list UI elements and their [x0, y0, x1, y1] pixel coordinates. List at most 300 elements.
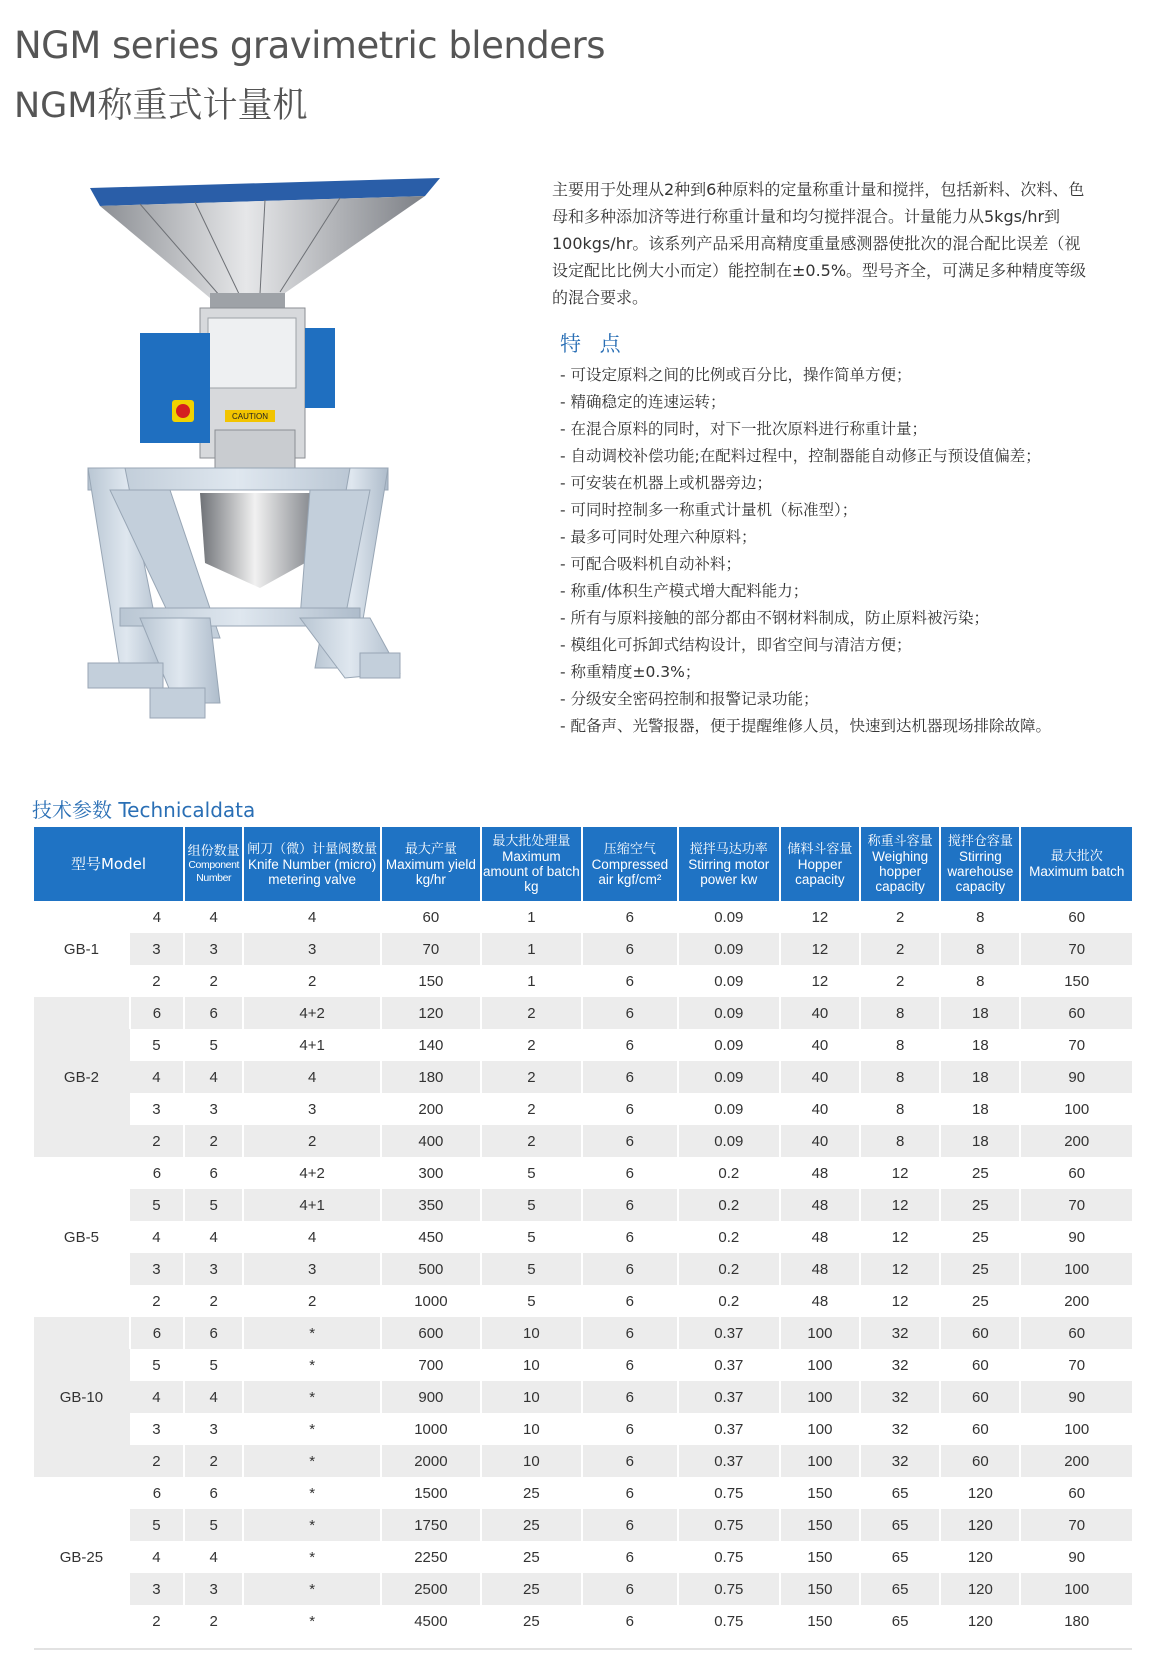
table-cell: 3: [243, 933, 381, 965]
table-cell: 1500: [381, 1477, 481, 1509]
table-row: [34, 1029, 1132, 1061]
table-row: [34, 1381, 1132, 1413]
table-cell: 2: [860, 901, 940, 933]
header-compressed-air: [582, 827, 678, 901]
table-cell: 6: [582, 1317, 678, 1349]
table-cell: 0.75: [678, 1509, 780, 1541]
table-cell: 48: [780, 1189, 860, 1221]
table-cell: 6: [582, 1605, 678, 1637]
table-cell: 100: [780, 1381, 860, 1413]
table-cell: 0.2: [678, 1157, 780, 1189]
table-cell: 3: [184, 1253, 243, 1285]
table-cell: 1000: [381, 1285, 481, 1317]
table-cell: 4500: [381, 1605, 481, 1637]
header-en: Maximum batch: [1029, 864, 1125, 879]
header-en: Compressed air kgf/cm²: [591, 856, 669, 887]
header-en: Component Number: [188, 858, 240, 884]
table-cell: 90: [1020, 1061, 1132, 1093]
table-cell: 1: [481, 901, 582, 933]
table-cell: 25: [481, 1573, 582, 1605]
header-cn: 搅拌马达功率: [689, 841, 768, 857]
table-cell: 48: [780, 1157, 860, 1189]
table-cell: 3: [184, 1413, 243, 1445]
table-cell: 6: [582, 1509, 678, 1541]
table-cell: *: [243, 1413, 381, 1445]
table-cell: 6: [582, 1445, 678, 1477]
table-cell: 100: [1020, 1253, 1132, 1285]
table-cell: 6: [184, 997, 243, 1029]
table-cell: 12: [860, 1253, 940, 1285]
table-cell: 120: [940, 1477, 1020, 1509]
table-cell: 5: [481, 1253, 582, 1285]
table-cell: 0.2: [678, 1189, 780, 1221]
table-cell: 180: [1020, 1605, 1132, 1637]
table-cell: 5: [130, 1189, 184, 1221]
table-cell: 150: [780, 1477, 860, 1509]
table-cell: 3: [243, 1093, 381, 1125]
table-row: [34, 1221, 1132, 1253]
table-row: [34, 1477, 1132, 1509]
table-cell: 6: [130, 1317, 184, 1349]
header-en: Stirring warehouse capacity: [947, 849, 1014, 894]
table-cell: 70: [1020, 1509, 1132, 1541]
model-group: [34, 1157, 1132, 1317]
table-cell: 6: [582, 1029, 678, 1061]
table-cell: 2: [184, 1125, 243, 1157]
table-cell: 32: [860, 1317, 940, 1349]
table-cell: 4: [184, 1541, 243, 1573]
table-row: [34, 965, 1132, 997]
table-cell: 60: [1020, 901, 1132, 933]
table-cell: 6: [582, 1541, 678, 1573]
header-en: Hopper capacity: [795, 856, 845, 887]
header-knife-number: [243, 827, 381, 901]
table-cell: 100: [1020, 1093, 1132, 1125]
table-cell: 3: [152, 1100, 161, 1118]
table-cell: 3: [130, 1573, 184, 1605]
table-cell: 10: [481, 1381, 582, 1413]
features-list: [560, 362, 1051, 740]
table-cell: 1: [481, 965, 582, 997]
spec-table: [34, 827, 1132, 1637]
table-row: [34, 1125, 1132, 1157]
table-cell: 5: [130, 1509, 184, 1541]
table-cell: 70: [381, 933, 481, 965]
table-row: [34, 1509, 1132, 1541]
table-cell: 6: [582, 1221, 678, 1253]
table-cell: 8: [860, 997, 940, 1029]
table-cell: 200: [1020, 1285, 1132, 1317]
table-cell: 5: [184, 1189, 243, 1221]
table-cell: 2: [130, 1445, 184, 1477]
table-cell: 90: [1020, 1221, 1132, 1253]
table-row: [34, 1573, 1132, 1605]
table-cell: 4+1: [243, 1189, 381, 1221]
table-cell: 8: [940, 965, 1020, 997]
table-cell: 18: [940, 1125, 1020, 1157]
table-cell: 200: [381, 1093, 481, 1125]
table-cell: 65: [860, 1509, 940, 1541]
bottom-divider: [34, 1648, 1132, 1650]
table-cell: 12: [860, 1221, 940, 1253]
table-cell: 2: [184, 965, 243, 997]
table-cell: 150: [780, 1509, 860, 1541]
table-cell: 5: [481, 1189, 582, 1221]
table-cell: 8: [860, 1125, 940, 1157]
table-row: [34, 1413, 1132, 1445]
header-max-yield: [381, 827, 481, 901]
table-cell: 0.37: [678, 1413, 780, 1445]
table-cell: 70: [1020, 933, 1132, 965]
table-cell: 120: [940, 1573, 1020, 1605]
model-cell: GB-10: [34, 1317, 130, 1477]
table-cell: 2500: [381, 1573, 481, 1605]
table-cell: 0.09: [678, 997, 780, 1029]
table-cell: 3: [184, 1573, 243, 1605]
table-row: [34, 1605, 1132, 1637]
table-cell: 3: [243, 1253, 381, 1285]
table-cell: 0.75: [678, 1541, 780, 1573]
table-row: [34, 997, 1132, 1029]
table-row: [34, 1445, 1132, 1477]
table-cell: 90: [1020, 1381, 1132, 1413]
table-cell: 2: [243, 965, 381, 997]
table-cell: 150: [1020, 965, 1132, 997]
table-cell: 2: [481, 1061, 582, 1093]
table-cell: *: [243, 1541, 381, 1573]
table-cell: 2: [243, 1125, 381, 1157]
table-cell: 3: [184, 933, 243, 965]
table-cell: 12: [860, 1157, 940, 1189]
table-cell: 0.09: [678, 1061, 780, 1093]
table-cell: 120: [940, 1541, 1020, 1573]
caution-label: CAUTION: [232, 412, 268, 421]
table-cell: 12: [860, 1189, 940, 1221]
header-en: Knife Number (micro) metering valve: [247, 856, 377, 887]
feature-item: - 精确稳定的连速运转；: [560, 393, 726, 411]
table-cell: 6: [184, 1157, 243, 1189]
table-cell: *: [243, 1477, 381, 1509]
table-cell: 0.09: [678, 1093, 780, 1125]
table-cell: 100: [780, 1413, 860, 1445]
table-cell: 2: [152, 972, 161, 990]
model-group: [34, 997, 1132, 1157]
table-cell: 2: [184, 1285, 243, 1317]
table-cell: *: [243, 1349, 381, 1381]
table-cell: 5: [481, 1221, 582, 1253]
table-cell: 4: [184, 1061, 243, 1093]
table-cell: 0.09: [678, 933, 780, 965]
table-cell: 18: [940, 1061, 1020, 1093]
table-cell: 4: [243, 901, 381, 933]
table-cell: 65: [860, 1605, 940, 1637]
table-cell: 4: [152, 1228, 161, 1246]
table-cell: 4: [184, 1221, 243, 1253]
table-cell: 150: [780, 1573, 860, 1605]
table-cell: 4: [152, 1548, 161, 1566]
table-cell: 10: [481, 1349, 582, 1381]
table-cell: 60: [1020, 1317, 1132, 1349]
header-cn: 最大产量: [404, 841, 457, 857]
table-cell: 5: [152, 1036, 161, 1054]
table-cell: 300: [381, 1157, 481, 1189]
table-cell: 100: [780, 1317, 860, 1349]
model-group: [34, 1317, 1132, 1477]
table-cell: 6: [184, 1477, 243, 1509]
table-cell: 4: [130, 901, 184, 933]
table-cell: 2: [481, 1093, 582, 1125]
model-cell: GB-1: [34, 901, 130, 997]
feature-item: - 分级安全密码控制和报警记录功能；: [560, 690, 819, 708]
table-cell: 65: [860, 1573, 940, 1605]
table-cell: 350: [381, 1189, 481, 1221]
table-cell: 150: [780, 1541, 860, 1573]
feature-item: - 可安装在机器上或机器旁边；: [560, 474, 773, 492]
table-cell: 25: [940, 1285, 1020, 1317]
table-cell: 32: [860, 1381, 940, 1413]
table-cell: 60: [1020, 1157, 1132, 1189]
table-cell: 40: [780, 1061, 860, 1093]
table-cell: 500: [381, 1253, 481, 1285]
header-cn: 最大批次: [1050, 849, 1103, 864]
table-cell: 180: [381, 1061, 481, 1093]
table-cell: 40: [780, 1029, 860, 1061]
header-en: Weighing hopper capacity: [872, 849, 929, 894]
table-cell: 4+2: [243, 997, 381, 1029]
table-cell: *: [243, 1509, 381, 1541]
table-cell: 1000: [381, 1413, 481, 1445]
table-cell: 6: [582, 1061, 678, 1093]
table-row: [34, 1093, 1132, 1125]
table-cell: 4+2: [243, 1157, 381, 1189]
table-cell: 0.2: [678, 1221, 780, 1253]
table-cell: 48: [780, 1285, 860, 1317]
table-cell: 2: [481, 1125, 582, 1157]
table-cell: 48: [780, 1221, 860, 1253]
table-cell: 0.2: [678, 1253, 780, 1285]
table-cell: 120: [940, 1605, 1020, 1637]
table-cell: 25: [940, 1253, 1020, 1285]
table-row: [34, 1253, 1132, 1285]
table-cell: 700: [381, 1349, 481, 1381]
table-cell: 2: [130, 1125, 184, 1157]
table-cell: 8: [860, 1061, 940, 1093]
table-row: [34, 933, 1132, 965]
table-cell: 48: [780, 1253, 860, 1285]
product-description: 主要用于处理从2种到6种原料的定量称重计量和搅拌，包括新料、次料、色母和多种添加济等进行称重计量和均匀搅拌混合。计量能力从5kgs/hr到100kgs/hr。该系列产品采用高精度重量感测器使批次的混合配比误差（视设定配比比例大小而定）能控制在±0.5%。型号齐全，可满足多种精度等级的混合要求。: [552, 180, 1087, 307]
table-cell: 8: [940, 901, 1020, 933]
table-cell: 0.37: [678, 1349, 780, 1381]
table-cell: 5: [481, 1157, 582, 1189]
table-cell: 4: [243, 1061, 381, 1093]
table-row: [34, 901, 1132, 933]
table-cell: 32: [860, 1349, 940, 1381]
header-stirring-warehouse: [940, 827, 1020, 901]
header-component-number: [184, 827, 243, 901]
table-cell: 0.2: [678, 1285, 780, 1317]
table-cell: 3: [152, 1420, 161, 1438]
header-weighing-hopper: [860, 827, 940, 901]
table-cell: 2250: [381, 1541, 481, 1573]
header-max-batch-amount: [481, 827, 582, 901]
table-cell: 2: [860, 965, 940, 997]
table-cell: 100: [1020, 1573, 1132, 1605]
table-cell: 10: [481, 1413, 582, 1445]
table-cell: 2: [243, 1285, 381, 1317]
table-cell: 4+1: [243, 1029, 381, 1061]
feature-item: - 自动调校补偿功能;在配料过程中，控制器能自动修正与预设值偏差；: [560, 447, 1041, 465]
feature-item: - 在混合原料的同时，对下一批次原料进行称重计量；: [560, 420, 928, 438]
table-cell: 25: [481, 1509, 582, 1541]
technical-data-heading: 技术参数 Technicaldata: [32, 798, 256, 822]
table-row: [34, 1061, 1132, 1093]
table-cell: 120: [381, 997, 481, 1029]
feature-item: - 可同时控制多一称重式计量机（标准型）；: [560, 501, 858, 519]
table-cell: 18: [940, 997, 1020, 1029]
header-cn: 储料斗容量: [787, 841, 853, 857]
table-row: [34, 1541, 1132, 1573]
table-cell: 6: [582, 1381, 678, 1413]
table-cell: 25: [481, 1477, 582, 1509]
table-cell: 0.09: [678, 1125, 780, 1157]
feature-item: - 模组化可拆卸式结构设计，即省空间与清洁方便；: [560, 636, 912, 654]
header-stirring-motor: [678, 827, 780, 901]
table-cell: 100: [1020, 1413, 1132, 1445]
table-cell: 6: [582, 965, 678, 997]
table-cell: 70: [1020, 1029, 1132, 1061]
table-cell: 40: [780, 1125, 860, 1157]
header-en: Maximum amount of batch kg: [482, 849, 580, 894]
table-cell: 10: [481, 1445, 582, 1477]
table-cell: 4: [243, 1221, 381, 1253]
table-cell: 2000: [381, 1445, 481, 1477]
table-cell: 2: [481, 997, 582, 1029]
feature-item: - 所有与原料接触的部分都由不钢材料制成，防止原料被污染；: [560, 609, 990, 627]
table-cell: 6: [582, 1573, 678, 1605]
table-cell: 400: [381, 1125, 481, 1157]
table-cell: 5: [184, 1029, 243, 1061]
table-cell: 25: [940, 1189, 1020, 1221]
table-cell: 60: [940, 1445, 1020, 1477]
table-cell: 12: [780, 933, 860, 965]
table-cell: 2: [860, 933, 940, 965]
table-cell: 4: [184, 1381, 243, 1413]
feature-item: - 可配合吸料机自动补料；: [560, 555, 742, 573]
table-cell: 6: [582, 1477, 678, 1509]
table-cell: 60: [940, 1349, 1020, 1381]
table-cell: 6: [582, 1285, 678, 1317]
table-cell: 8: [940, 933, 1020, 965]
table-cell: 60: [1020, 1477, 1132, 1509]
table-cell: 6: [130, 1157, 184, 1189]
table-cell: 0.09: [678, 901, 780, 933]
table-cell: 8: [860, 1093, 940, 1125]
table-cell: *: [243, 1381, 381, 1413]
table-cell: 6: [582, 1253, 678, 1285]
table-cell: 450: [381, 1221, 481, 1253]
table-cell: 0.37: [678, 1445, 780, 1477]
table-cell: 1: [481, 933, 582, 965]
table-cell: 40: [780, 997, 860, 1029]
table-cell: 0.37: [678, 1317, 780, 1349]
feature-item: - 可设定原料之间的比例或百分比，操作简单方便；: [560, 366, 912, 384]
table-cell: 120: [940, 1509, 1020, 1541]
table-row: [34, 1285, 1132, 1317]
table-cell: 200: [1020, 1445, 1132, 1477]
table-cell: 25: [940, 1157, 1020, 1189]
table-cell: 150: [381, 965, 481, 997]
header-cn: 最大批处理量: [492, 834, 571, 849]
feature-item: - 称重精度±0.3%；: [560, 663, 701, 681]
model-group: [34, 1477, 1132, 1637]
table-cell: 6: [582, 1157, 678, 1189]
table-cell: 6: [582, 1125, 678, 1157]
table-cell: 0.09: [678, 965, 780, 997]
table-cell: 60: [940, 1413, 1020, 1445]
table-cell: 600: [381, 1317, 481, 1349]
table-cell: *: [243, 1573, 381, 1605]
table-cell: 3: [130, 1253, 184, 1285]
table-cell: 12: [780, 965, 860, 997]
feature-item: - 配备声、光警报器，便于提醒维修人员，快速到达机器现场排除故障。: [560, 717, 1052, 735]
table-cell: 18: [940, 1029, 1020, 1061]
table-cell: 6: [582, 1413, 678, 1445]
table-cell: 3: [184, 1093, 243, 1125]
table-cell: 6: [582, 901, 678, 933]
table-cell: 65: [860, 1541, 940, 1573]
table-cell: 18: [940, 1093, 1020, 1125]
table-cell: 4: [130, 1381, 184, 1413]
feature-item: - 称重/体积生产模式增大配料能力；: [560, 582, 809, 600]
table-cell: 10: [481, 1317, 582, 1349]
table-header-row: [34, 827, 1132, 901]
table-cell: 6: [582, 1349, 678, 1381]
table-cell: 65: [860, 1477, 940, 1509]
table-cell: 70: [1020, 1189, 1132, 1221]
table-cell: 0.09: [678, 1029, 780, 1061]
table-cell: 3: [130, 933, 184, 965]
table-cell: 12: [780, 901, 860, 933]
table-cell: 5: [184, 1509, 243, 1541]
table-cell: 5: [152, 1356, 161, 1374]
table-cell: 5: [184, 1349, 243, 1381]
table-cell: *: [243, 1445, 381, 1477]
table-cell: 6: [130, 1477, 184, 1509]
table-cell: 60: [381, 901, 481, 933]
table-row: [34, 1189, 1132, 1221]
table-cell: 6: [582, 997, 678, 1029]
header-en: Maximum yield kg/hr: [385, 856, 476, 887]
table-cell: 0.75: [678, 1573, 780, 1605]
table-cell: 6: [582, 1189, 678, 1221]
table-cell: 8: [860, 1029, 940, 1061]
table-cell: 6: [130, 997, 184, 1029]
table-cell: 25: [481, 1605, 582, 1637]
table-cell: 900: [381, 1381, 481, 1413]
table-cell: 150: [780, 1605, 860, 1637]
blender-machine-image: [80, 168, 450, 758]
table-cell: 25: [940, 1221, 1020, 1253]
header-max-batch: [1020, 827, 1132, 901]
model-cell: GB-5: [34, 1157, 130, 1317]
table-cell: 2: [152, 1292, 161, 1310]
table-cell: 0.37: [678, 1381, 780, 1413]
table-cell: 12: [860, 1285, 940, 1317]
table-cell: 5: [481, 1285, 582, 1317]
table-row: [34, 1349, 1132, 1381]
page-title-cn: NGM称重式计量机: [14, 86, 308, 126]
model-group: [34, 901, 1132, 997]
